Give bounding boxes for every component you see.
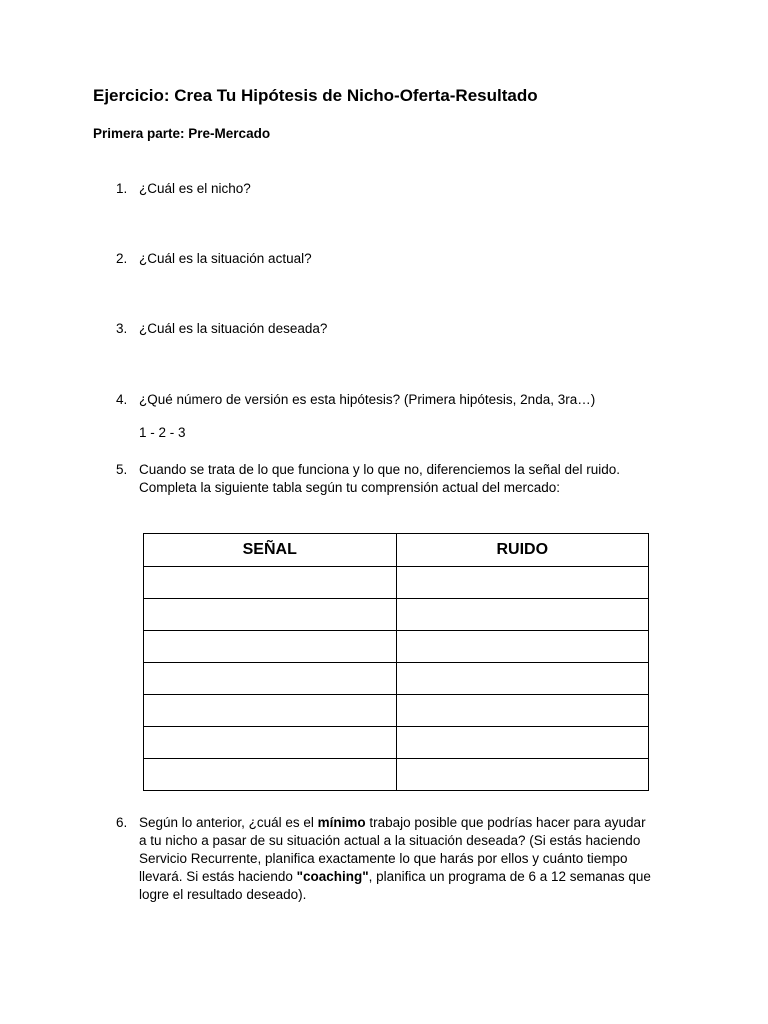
question-line [139, 814, 684, 832]
text-run: , planifica un programa de 6 a 12 semanas que [368, 869, 651, 884]
ruido-cell[interactable] [396, 695, 649, 727]
ruido-cell[interactable] [396, 663, 649, 695]
table-row [144, 695, 649, 727]
question-text: ¿Cuál es la situación deseada? [139, 321, 328, 336]
text-run: trabajo posible que podrías hacer para ayudar [365, 815, 646, 830]
page-title: Ejercicio: Crea Tu Hipótesis de Nicho-Oferta-Resultado [93, 86, 538, 105]
senal-cell[interactable] [144, 727, 397, 759]
table-header-row [144, 534, 649, 567]
header-senal: SEÑAL [144, 534, 397, 567]
question-number: 3. [116, 321, 128, 336]
table-row [144, 599, 649, 631]
question-number: 5. [116, 462, 128, 477]
question-number: 2. [116, 251, 128, 266]
ruido-cell[interactable] [396, 631, 649, 663]
question-line: a tu nicho a pasar de su situación actual a la situación deseada? (Si estás haciendo [139, 833, 641, 848]
table-row [144, 663, 649, 695]
table-row [144, 631, 649, 663]
senal-cell[interactable] [144, 599, 397, 631]
question-text: ¿Qué número de versión es esta hipótesis? (Primera hipótesis, 2nda, 3ra…) [139, 392, 596, 407]
emphasis-coaching: "coaching" [296, 869, 369, 884]
text-run: Según lo anterior, ¿cuál es el [139, 815, 318, 830]
header-ruido: RUIDO [396, 534, 649, 567]
ruido-cell[interactable] [396, 599, 649, 631]
ruido-cell[interactable] [396, 759, 649, 791]
signal-noise-table [143, 533, 649, 791]
question-line: logre el resultado deseado). [139, 887, 307, 902]
question-number: 6. [116, 815, 128, 830]
ruido-cell[interactable] [396, 727, 649, 759]
question-number: 1. [116, 181, 128, 196]
senal-cell[interactable] [144, 631, 397, 663]
version-answer: 1 - 2 - 3 [139, 425, 186, 440]
text-run: llevará. Si estás haciendo [139, 869, 297, 884]
question-line: Completa la siguiente tabla según tu comprensión actual del mercado: [139, 480, 560, 495]
question-text: ¿Cuál es la situación actual? [139, 251, 312, 266]
question-text: ¿Cuál es el nicho? [139, 181, 251, 196]
question-line: Servicio Recurrente, planifica exactamente lo que harás por ellos y cuánto tiempo [139, 851, 628, 866]
section-subtitle: Primera parte: Pre-Mercado [93, 126, 271, 141]
senal-cell[interactable] [144, 567, 397, 599]
question-line: Cuando se trata de lo que funciona y lo que no, diferenciemos la señal del ruido. [139, 462, 621, 477]
senal-cell[interactable] [144, 695, 397, 727]
question-text [139, 814, 684, 904]
table-row [144, 759, 649, 791]
ruido-cell[interactable] [396, 567, 649, 599]
senal-cell[interactable] [144, 759, 397, 791]
emphasis-minimo: mínimo [317, 815, 366, 830]
question-line [139, 868, 684, 886]
table-row [144, 727, 649, 759]
senal-cell[interactable] [144, 663, 397, 695]
question-number: 4. [116, 392, 128, 407]
question-text [139, 461, 684, 497]
table-row [144, 567, 649, 599]
